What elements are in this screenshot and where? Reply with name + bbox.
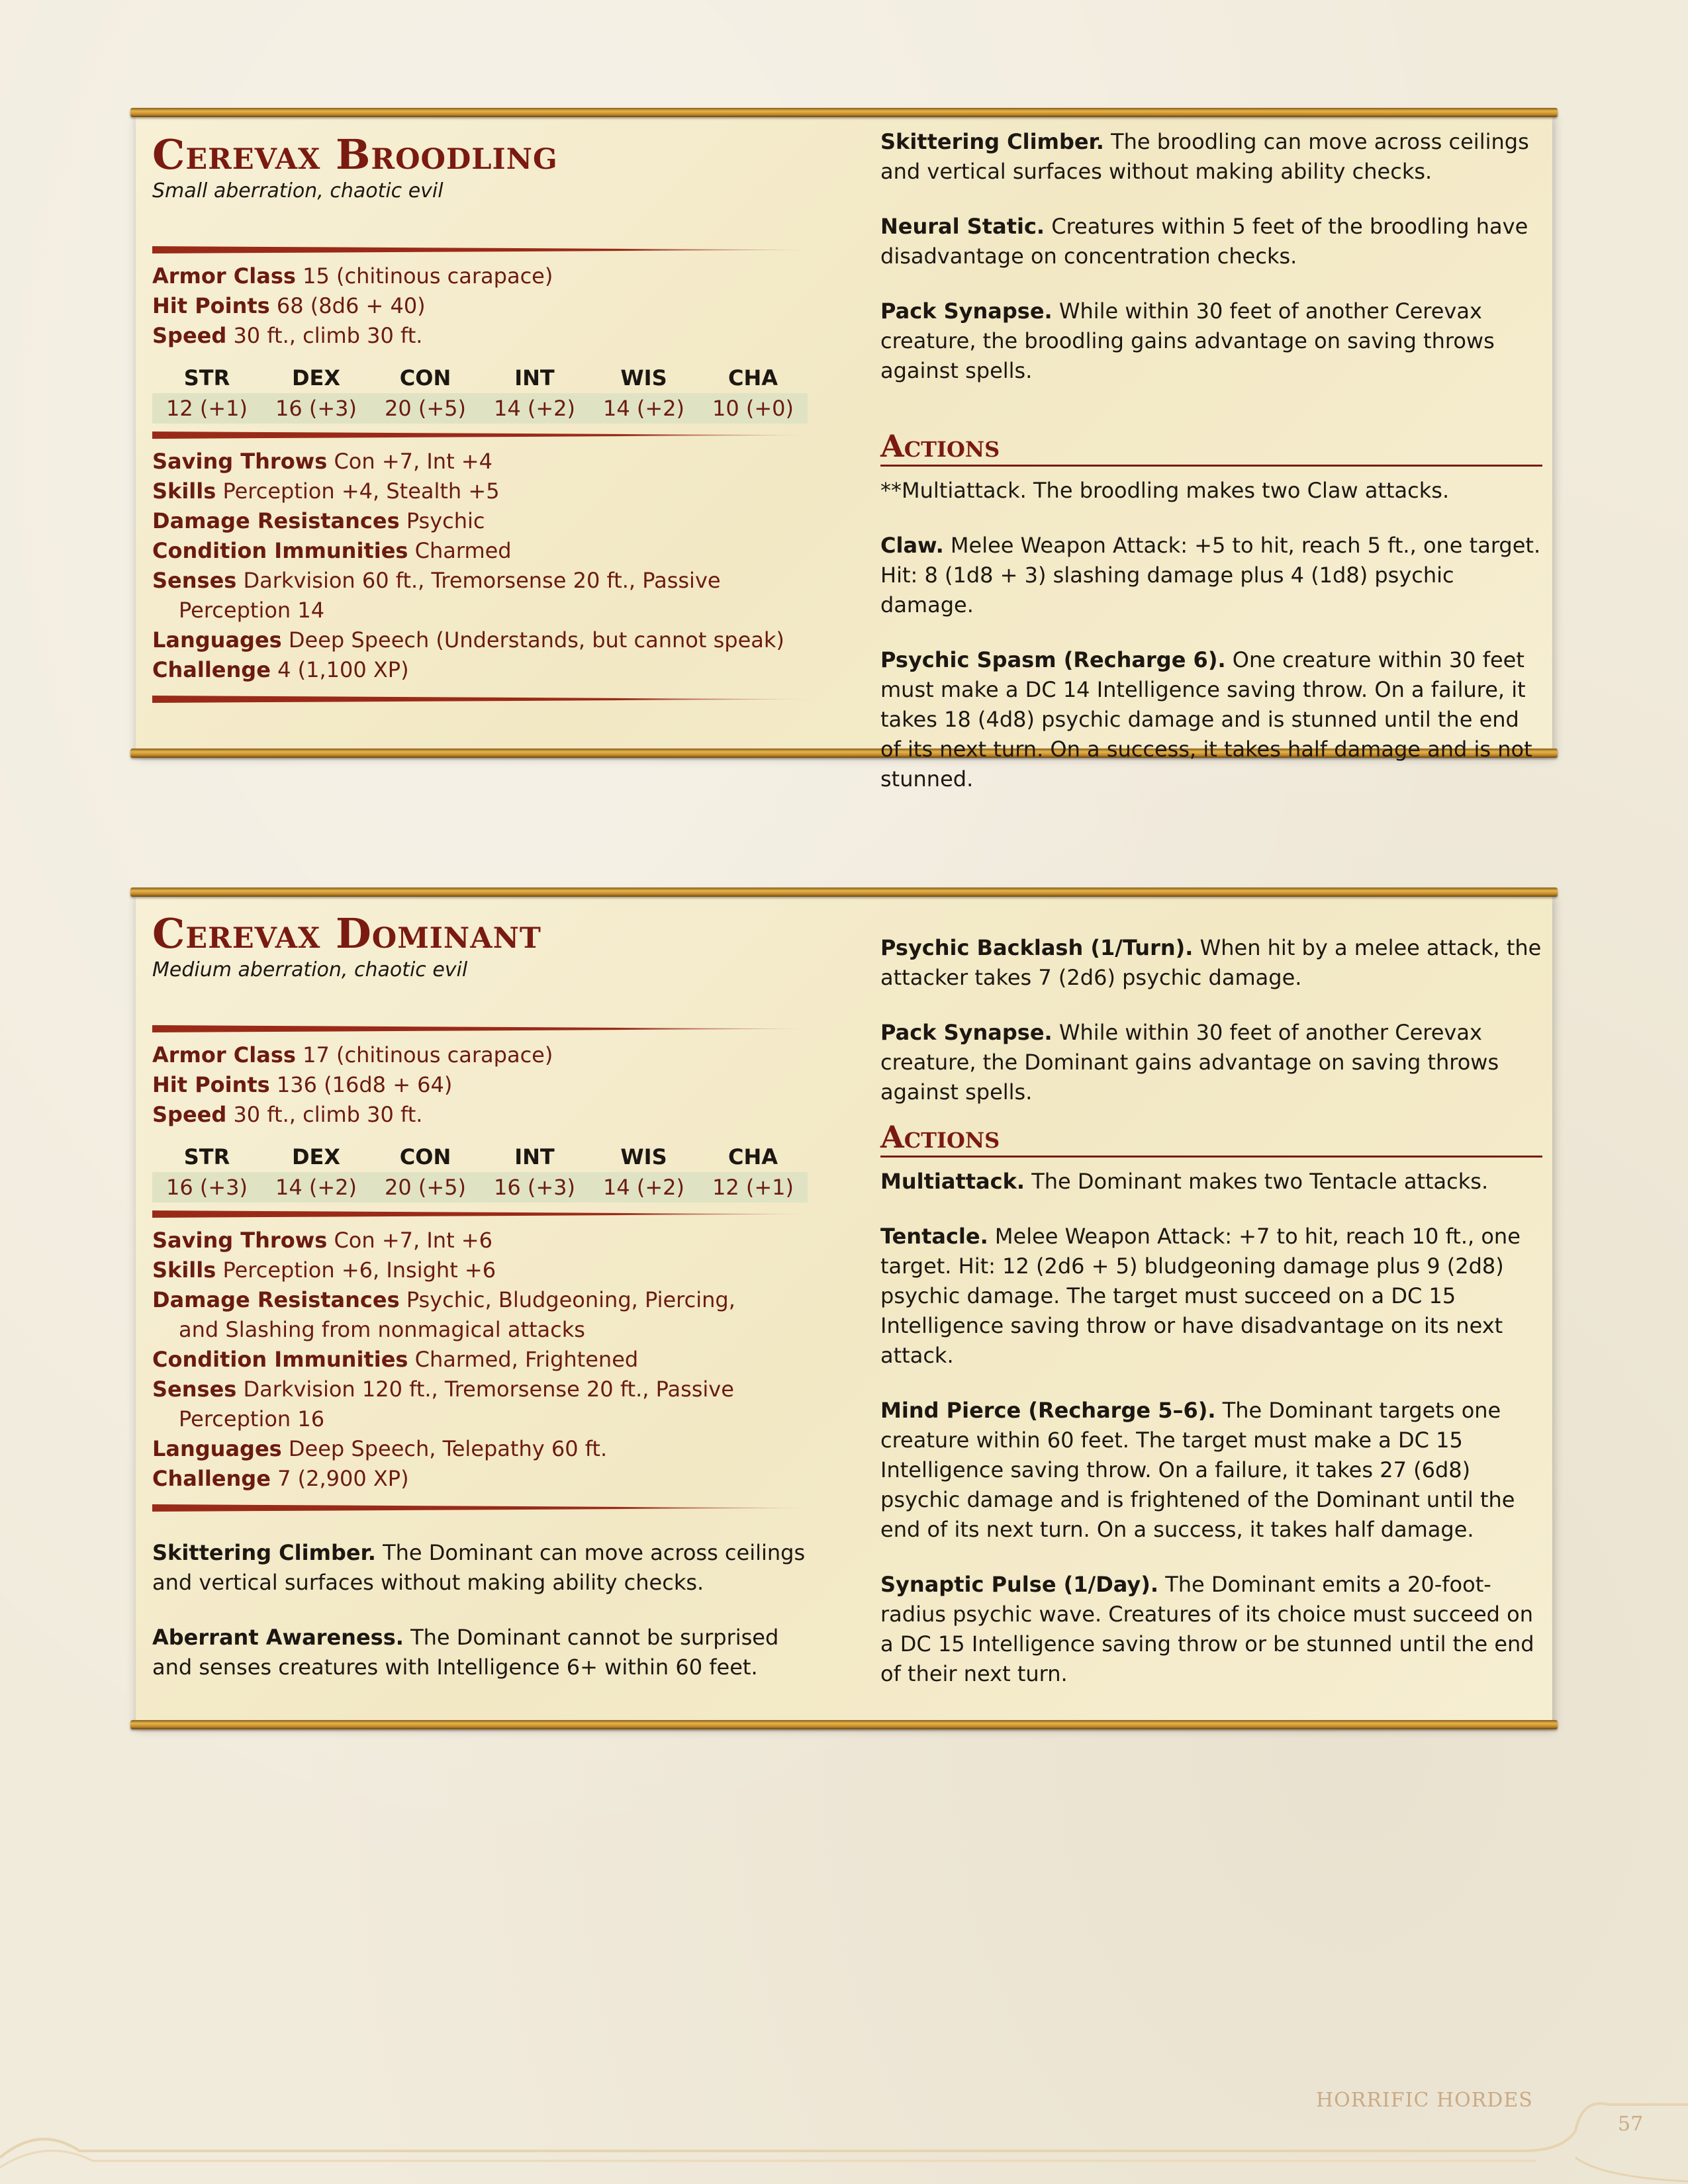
- ability-header: CON: [399, 1144, 451, 1169]
- ability-header: CHA: [727, 365, 778, 390]
- creature-name: Cerevax Dominant: [152, 909, 541, 958]
- trait: Psychic Backlash (1/Turn). When hit by a melee attack, the attacker takes 7 (2d6) psychic damage.: [880, 935, 1542, 990]
- trait: Skittering Climber. The broodling can move across ceilings and vertical surfaces without making ability checks.: [880, 129, 1529, 184]
- trait: Pack Synapse. While within 30 feet of another Cerevax creature, the broodling gains advantage on saving throws against spells.: [880, 298, 1495, 383]
- prop-saving-throws: Saving Throws Con +7, Int +6: [152, 1228, 492, 1253]
- left-column: [152, 892, 943, 1682]
- statblock-cerevax-dominant: [136, 892, 1552, 1725]
- action: Multiattack. The Dominant makes two Tentacle attacks.: [880, 1168, 1489, 1194]
- prop-languages: Languages Deep Speech (Understands, but cannot speak): [152, 627, 784, 653]
- ability-table: [152, 1142, 808, 1203]
- ability-values: [152, 1172, 808, 1203]
- trait: Neural Static. Creatures within 5 feet of the broodling have disadvantage on concentration checks.: [880, 214, 1528, 269]
- ability-header: INT: [514, 1144, 555, 1169]
- ability-header: DEX: [291, 1144, 341, 1169]
- ability-header: CON: [399, 365, 451, 390]
- right-column: [880, 127, 1542, 794]
- right-column: [880, 933, 1542, 1689]
- ability-header: WIS: [620, 1144, 667, 1169]
- detail-props: [152, 447, 814, 685]
- prop-saving-throws: Saving Throws Con +7, Int +4: [152, 449, 492, 474]
- ability-headers: [152, 1142, 808, 1172]
- ability-value: 16 (+3): [165, 1175, 248, 1200]
- trait: Pack Synapse. While within 30 feet of another Cerevax creature, the Dominant gains advantage on saving throws against spells.: [880, 1020, 1499, 1105]
- action: Psychic Spasm (Recharge 6). One creature within 30 feet must make a DC 14 Intelligence saving throw. On a failure, it takes 18 (4d8) psychic damage and is stunned until the end of its next turn. On a success, it takes half damage and is not stunned.: [880, 647, 1532, 792]
- prop-speed: Speed 30 ft., climb 30 ft.: [152, 1102, 423, 1127]
- ability-value: 10 (+0): [712, 396, 794, 421]
- action: Synaptic Pulse (1/Day). The Dominant emits a 20-foot-radius psychic wave. Creatures of its choice must succeed on a DC 15 Intelligence saving throw or be stunned until the end of their next turn.: [880, 1571, 1534, 1686]
- prop-condition-immunities: Condition Immunities Charmed, Frightened: [152, 1347, 639, 1372]
- ability-table: [152, 363, 808, 424]
- prop-challenge: Challenge 7 (2,900 XP): [152, 1466, 409, 1491]
- prop-armor-class: Armor Class 17 (chitinous carapace): [152, 1042, 553, 1068]
- ability-value: 16 (+3): [493, 1175, 576, 1200]
- basic-props: [152, 261, 943, 351]
- prop-skills: Skills Perception +6, Insight +6: [152, 1257, 496, 1283]
- creature-name: Cerevax Broodling: [152, 130, 558, 179]
- prop-hit-points: Hit Points 136 (16d8 + 64): [152, 1072, 453, 1097]
- prop-languages: Languages Deep Speech, Telepathy 60 ft.: [152, 1436, 608, 1461]
- ability-value: 14 (+2): [602, 1175, 685, 1200]
- trait: Skittering Climber. The Dominant can move across ceilings and vertical surfaces without making ability checks.: [152, 1540, 806, 1595]
- prop-skills: Skills Perception +4, Stealth +5: [152, 478, 500, 504]
- trait: Aberrant Awareness. The Dominant cannot be surprised and senses creatures with Intelligence 6+ within 60 feet.: [152, 1625, 779, 1680]
- action: **Multiattack. The broodling makes two Claw attacks.: [880, 477, 1450, 503]
- ability-headers: [152, 363, 808, 393]
- prop-armor-class: Armor Class 15 (chitinous carapace): [152, 263, 553, 289]
- ability-value: 16 (+3): [275, 396, 357, 421]
- creature-subtitle: Small aberration, chaotic evil: [152, 179, 444, 203]
- divider-rule: [152, 1504, 814, 1512]
- page-number: 57: [1618, 2113, 1644, 2136]
- prop-challenge: Challenge 4 (1,100 XP): [152, 657, 409, 682]
- gold-bottom-bar: [130, 1720, 1558, 1729]
- statblock-cerevax-broodling: [136, 113, 1552, 792]
- divider-rule: [152, 1210, 814, 1218]
- detail-props: [152, 1226, 814, 1494]
- ability-values: [152, 393, 808, 424]
- prop-hit-points: Hit Points 68 (8d6 + 40): [152, 293, 426, 318]
- ability-value: 14 (+2): [275, 1175, 357, 1200]
- ability-value: 12 (+1): [165, 396, 248, 421]
- divider-rule: [152, 696, 814, 703]
- ability-header: STR: [183, 365, 230, 390]
- prop-damage-resistances: Damage Resistances Psychic, Bludgeoning, Piercing, and Slashing from nonmagical attacks: [152, 1287, 735, 1342]
- left-column: [152, 113, 943, 703]
- prop-senses: Senses Darkvision 60 ft., Tremorsense 20 ft., Passive Perception 14: [152, 568, 721, 623]
- footer-section-title: HORRIFIC HORDES: [1316, 2089, 1533, 2112]
- ability-header: DEX: [291, 365, 341, 390]
- divider-rule: [152, 246, 814, 253]
- divider-rule: [152, 432, 814, 439]
- ability-header: CHA: [727, 1144, 778, 1169]
- creature-subtitle: Medium aberration, chaotic evil: [152, 958, 468, 981]
- action: Mind Pierce (Recharge 5–6). The Dominant targets one creature within 60 feet. The target must make a DC 15 Intelligence saving throw. On a failure, it takes 27 (6d8) psychic damage and is frightened of the Dominant until the end of its next turn. On a success, it takes half damage.: [880, 1397, 1515, 1542]
- prop-condition-immunities: Condition Immunities Charmed: [152, 538, 512, 563]
- divider-rule: [152, 1025, 814, 1032]
- prop-senses: Senses Darkvision 120 ft., Tremorsense 20 ft., Passive Perception 16: [152, 1377, 734, 1432]
- prop-speed: Speed 30 ft., climb 30 ft.: [152, 323, 423, 348]
- ability-value: 20 (+5): [384, 396, 467, 421]
- prop-damage-resistances: Damage Resistances Psychic: [152, 508, 485, 533]
- ability-value: 14 (+2): [493, 396, 576, 421]
- ability-header: STR: [183, 1144, 230, 1169]
- basic-props: [152, 1040, 943, 1130]
- action: Claw. Melee Weapon Attack: +5 to hit, reach 5 ft., one target. Hit: 8 (1d8 + 3) slashing damage plus 4 (1d8) psychic damage.: [880, 532, 1541, 617]
- action: Tentacle. Melee Weapon Attack: +7 to hit, reach 10 ft., one target. Hit: 12 (2d6 + 5) bludgeoning damage plus 9 (2d8) psychic damage. The target must succeed on a DC 15 Intelligence saving throw or have disadvantage on its next attack.: [880, 1223, 1521, 1368]
- actions-heading: Actions: [880, 430, 1542, 467]
- ability-header: WIS: [620, 365, 667, 390]
- ability-value: 14 (+2): [602, 396, 685, 421]
- ability-value: 12 (+1): [712, 1175, 794, 1200]
- ability-value: 20 (+5): [384, 1175, 467, 1200]
- actions-heading: Actions: [880, 1120, 1542, 1158]
- ability-header: INT: [514, 365, 555, 390]
